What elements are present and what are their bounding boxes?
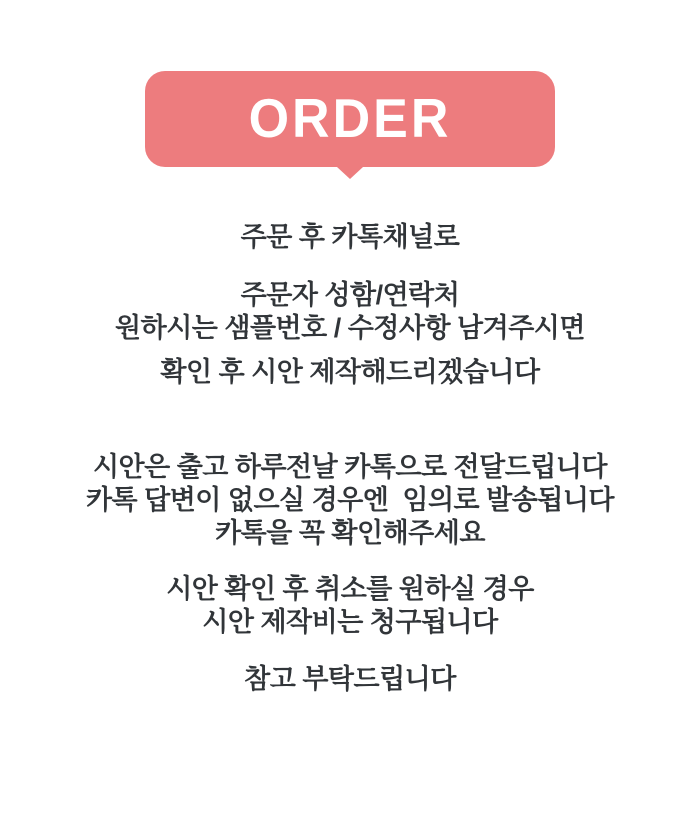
notice-line: 시안은 출고 하루전날 카톡으로 전달드립니다 [92,452,608,482]
notice-line: 확인 후 시안 제작해드리겠습니다 [160,357,540,387]
notice-section-kakao-channel [0,221,700,254]
notice-section-reference [0,663,700,696]
notice-line: 주문 후 카톡채널로 [240,222,460,252]
speech-bubble-tail-icon [337,167,363,179]
order-badge [145,71,555,167]
notice-section-cancellation [0,573,700,639]
order-badge-label: ORDER [248,88,452,150]
notice-line: 참고 부탁드립니다 [244,664,456,694]
order-notice-text [0,221,700,696]
notice-section-draft-confirm [0,356,700,389]
order-notice-page [0,71,700,830]
notice-line: 시안 제작비는 청구됩니다 [202,607,498,637]
notice-line: 카톡을 꼭 확인해주세요 [215,518,485,548]
notice-line: 시안 확인 후 취소를 원하실 경우 [166,574,534,604]
notice-line: 주문자 성함/연락처 [240,280,460,310]
notice-line: 카톡 답변이 없으실 경우엔 임의로 발송됩니다 [85,485,615,515]
notice-section-draft-delivery [0,451,700,550]
notice-section-order-info [0,279,700,345]
notice-line: 원하시는 샘플번호 / 수정사항 남겨주시면 [115,313,585,343]
